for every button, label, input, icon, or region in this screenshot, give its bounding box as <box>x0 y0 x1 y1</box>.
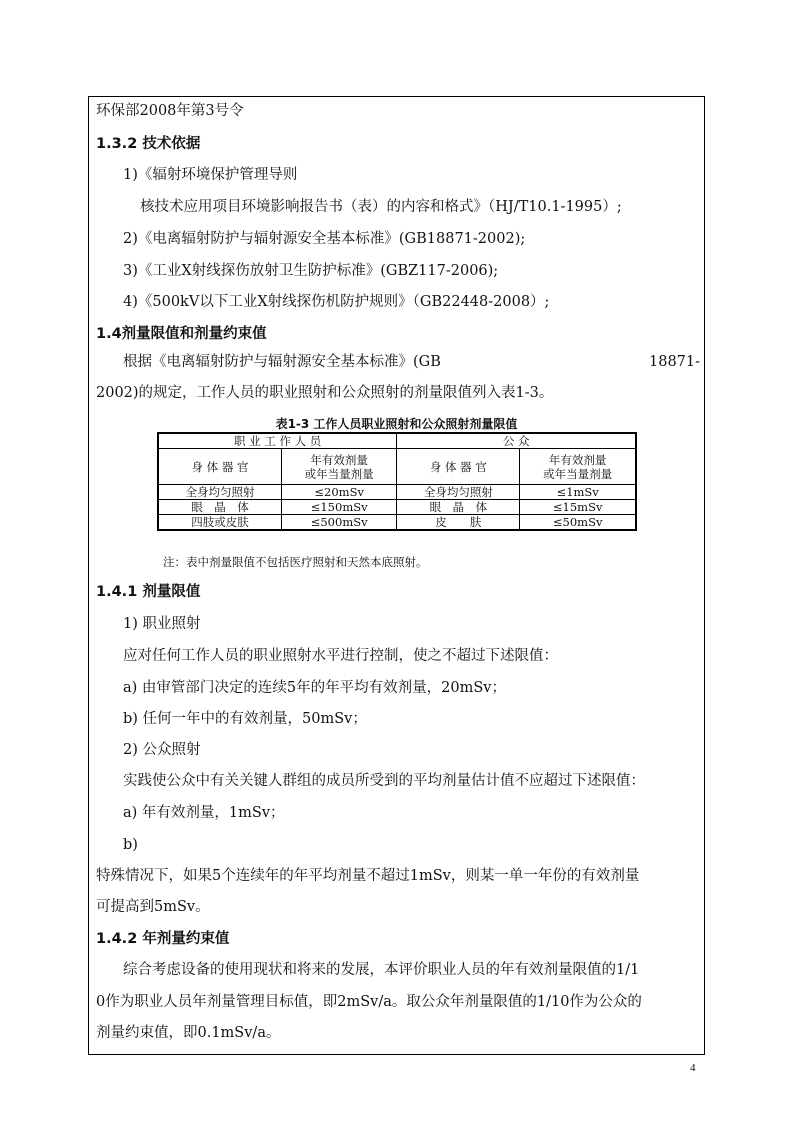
table-header-organ: 身 体 器 官 <box>158 449 282 485</box>
table-cell: 眼 晶 体 <box>158 500 282 515</box>
section-heading-1-4-1: 1.4.1 剂量限值 <box>96 584 201 600</box>
table-cell: 四肢或皮肤 <box>158 515 282 531</box>
table-header-dose: 年有效剂量 或年当量剂量 <box>282 449 397 485</box>
paragraph-line: 可提高到5mSv。 <box>96 899 210 915</box>
dose-limit-table <box>157 432 637 531</box>
table-cell: ≤20mSv <box>282 485 397 500</box>
paragraph-line: 应对任何工作人员的职业照射水平进行控制，使之不超过下述限值： <box>123 648 558 664</box>
section-heading-1-4-2: 1.4.2 年剂量约束值 <box>96 931 230 947</box>
table-row <box>158 515 636 531</box>
reference-item-1-cont: 核技术应用项目环境影响报告书（表）的内容和格式》（HJ/T10.1-1995）; <box>140 199 622 215</box>
list-item: 1) 职业照射 <box>123 616 201 632</box>
list-item: b) 任何一年中的有效剂量，50mSv； <box>123 711 367 727</box>
table-cell: 全身均匀照射 <box>397 485 520 500</box>
reference-item-2: 2)《电离辐射防护与辐射源安全基本标准》(GB18871-2002); <box>123 231 526 247</box>
table-cell: 全身均匀照射 <box>158 485 282 500</box>
table-cell: 皮 肤 <box>397 515 520 531</box>
list-item: a) 由审管部门决定的连续5年的年平均有效剂量，20mSv； <box>123 680 506 696</box>
paragraph-line: 综合考虑设备的使用现状和将来的发展，本评价职业人员的年有效剂量限值的1/1 <box>123 962 640 978</box>
paragraph-line: 特殊情况下，如果5个连续年的年平均剂量不超过1mSv，则某一单一年份的有效剂量 <box>96 868 640 884</box>
paragraph-line: 0作为职业人员年剂量管理目标值，即2mSv/a。取公众年剂量限值的1/10作为公众的 <box>96 994 642 1010</box>
reference-item-1: 1)《辐射环境保护管理导则 <box>123 167 298 183</box>
reference-item-3: 3)《工业X射线探伤放射卫生防护标准》(GBZ117-2006); <box>123 263 499 279</box>
table-cell: ≤50mSv <box>520 515 636 531</box>
table-cell: ≤1mSv <box>520 485 636 500</box>
paragraph-line: 实践使公众中有关关键人群组的成员所受到的平均剂量估计值不应超过下述限值： <box>123 773 645 789</box>
table-cell: ≤15mSv <box>520 500 636 515</box>
paragraph-line: 剂量约束值，即0.1mSv/a。 <box>96 1025 281 1041</box>
table-group-header: 公 众 <box>397 433 636 449</box>
table-row <box>158 500 636 515</box>
paragraph-line: 根据《电离辐射防护与辐射源安全基本标准》(GB <box>123 354 441 370</box>
table-row <box>158 485 636 500</box>
section-heading-1-4: 1.4剂量限值和剂量约束值 <box>96 326 267 342</box>
list-item: b) <box>123 837 138 853</box>
list-item: 2) 公众照射 <box>123 742 201 758</box>
table-header-dose: 年有效剂量 或年当量剂量 <box>520 449 636 485</box>
paragraph-line: 2002)的规定，工作人员的职业照射和公众照射的剂量限值列入表1-3。 <box>96 385 554 401</box>
table-header-organ: 身 体 器 官 <box>397 449 520 485</box>
section-heading-1-3-2: 1.3.2 技术依据 <box>96 136 201 152</box>
table-group-header: 职 业 工 作 人 员 <box>158 433 397 449</box>
list-item: a) 年有效剂量，1mSv； <box>123 805 285 821</box>
table-cell: ≤150mSv <box>282 500 397 515</box>
table-note: 注：表中剂量限值不包括医疗照射和天然本底照射。 <box>163 555 428 569</box>
page-number: 4 <box>690 1062 696 1074</box>
table-cell: 眼 晶 体 <box>397 500 520 515</box>
table-caption: 表1-3 工作人员职业照射和公众照射剂量限值 <box>275 417 518 431</box>
reference-item-4: 4)《500kV以下工业X射线探伤机防护规则》（GB22448-2008）; <box>123 294 550 310</box>
paragraph-line-tail: 18871- <box>649 354 701 370</box>
table-cell: ≤500mSv <box>282 515 397 531</box>
regulation-ref: 环保部2008年第3号令 <box>96 103 244 119</box>
